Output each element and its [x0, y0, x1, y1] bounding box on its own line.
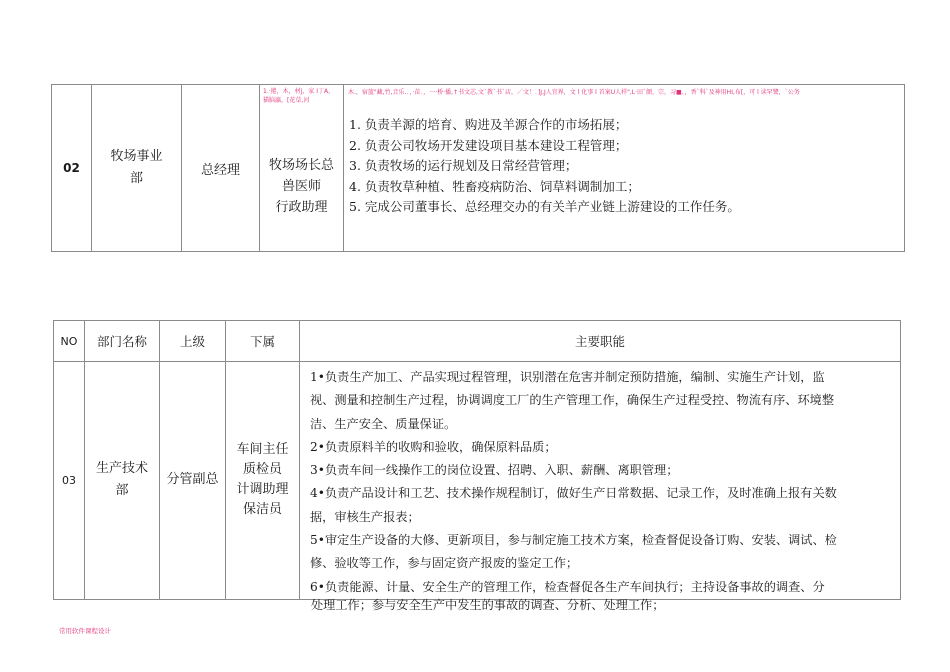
- department-table-production: [53, 320, 901, 600]
- table-row: [54, 362, 901, 600]
- duty-line: 修、验收等工作，参与固定资产报废的鉴定工作；: [310, 556, 579, 571]
- duties-noise-text: 木.，宿篮"藏,竹,音乐.．，·苗．，一·桥·播,↑书文芯,文`教`书`店，／文！．]J,J人宜界，文 l 化事 l 首案U人样",L·田`顔，宗，习■、，香`科`及神用HI,布[，可 l 读罕鹭，`公务: [348, 89, 800, 96]
- subordinate-item: 保洁员: [242, 502, 282, 518]
- department-name: [92, 85, 182, 252]
- duties-overflow-line: 处理工作；参与安全生产中发生的事故的调查、分析、处理工作；: [311, 598, 665, 612]
- header-superior: 上级: [160, 321, 226, 362]
- department-name: [85, 362, 160, 600]
- duty-item: 3. 负责牧场的运行规划及日常经营管理；: [349, 158, 578, 173]
- department-table-pastoral: [51, 84, 905, 252]
- subordinate-item: 质检员: [242, 462, 282, 478]
- row-number: 02: [52, 85, 92, 252]
- subordinate-item: 兽医师: [281, 179, 321, 194]
- subordinate-item: 行政助理: [275, 200, 328, 215]
- row-number: 03: [54, 362, 85, 600]
- header-duties: 主要职能: [300, 321, 901, 362]
- header-no: NO: [54, 321, 85, 362]
- superior: 总经理: [182, 85, 260, 252]
- duty-line: 视、测量和控制生产过程，协调调度工厂的生产管理工作，确保生产过程受控、物流有序、环境整: [310, 393, 835, 408]
- duty-line: 6•负责能源、计量、安全生产的管理工作，检查督促各生产车间执行；主持设备事故的调查、分: [310, 579, 825, 594]
- superior: 分管副总: [160, 362, 226, 600]
- subordinates-cell: [260, 85, 344, 252]
- duty-line: 洁、生产安全、质量保证。: [310, 416, 457, 431]
- duty-item: 4. 负责牧草种植、牲畜疫病防治、饲草料调制加工；: [349, 178, 640, 194]
- subordinates-cell: [226, 362, 300, 600]
- duty-item: 2. 负责公司牧场开发建设项目基本建设工程管理；: [349, 137, 628, 153]
- subordinates-list: [260, 155, 343, 218]
- duty-line: 5•审定生产设备的大修、更新项目，参与制定施工技术方案，检查督促设备订购、安装、调试、检: [310, 533, 837, 548]
- duties-list: [349, 115, 900, 218]
- duty-line: 2•负责原料羊的收购和验收，确保原料品质；: [310, 439, 557, 454]
- duty-item: 5. 完成公司董事长、总经理交办的有关羊产业链上游建设的工作任务。: [349, 199, 740, 214]
- duty-line: 据，审核生产报表；: [310, 509, 420, 524]
- table-row: [52, 85, 905, 252]
- subordinates-noise-text: 1.·捲，木，材j，家 I丁A，猫脑瀛，[花草,河: [263, 88, 335, 104]
- duties-cell: [300, 362, 901, 600]
- duty-line: 1•负责生产加工、产品实现过程管理，识别潜在危害并制定预防措施，编制、实施生产计划，监: [310, 370, 825, 384]
- department-name-text: 牧场事业部: [110, 149, 163, 186]
- duty-item: 1. 负责羊源的培育、购进及羊源合作的市场拓展；: [349, 117, 628, 132]
- duties-cell: [344, 85, 905, 252]
- page-footer: 常用软件课程设计: [59, 627, 111, 635]
- subordinate-item: 计调助理: [236, 482, 289, 498]
- duty-line: 4•负责产品设计和工艺、技术操作规程制订，做好生产日常数据、记录工作，及时准确上报有关数: [310, 486, 837, 501]
- header-department: 部门名称: [85, 321, 160, 362]
- department-name-text: 生产技术部: [95, 461, 148, 499]
- duty-line: 3•负责车间一线操作工的岗位设置、招聘、入职、薪酬、离职管理；: [310, 463, 679, 478]
- header-subordinates: 下属: [226, 321, 300, 362]
- subordinate-item: 车间主任: [236, 442, 289, 458]
- table-header-row: [54, 321, 901, 362]
- subordinate-item: 牧场场长总: [268, 158, 334, 173]
